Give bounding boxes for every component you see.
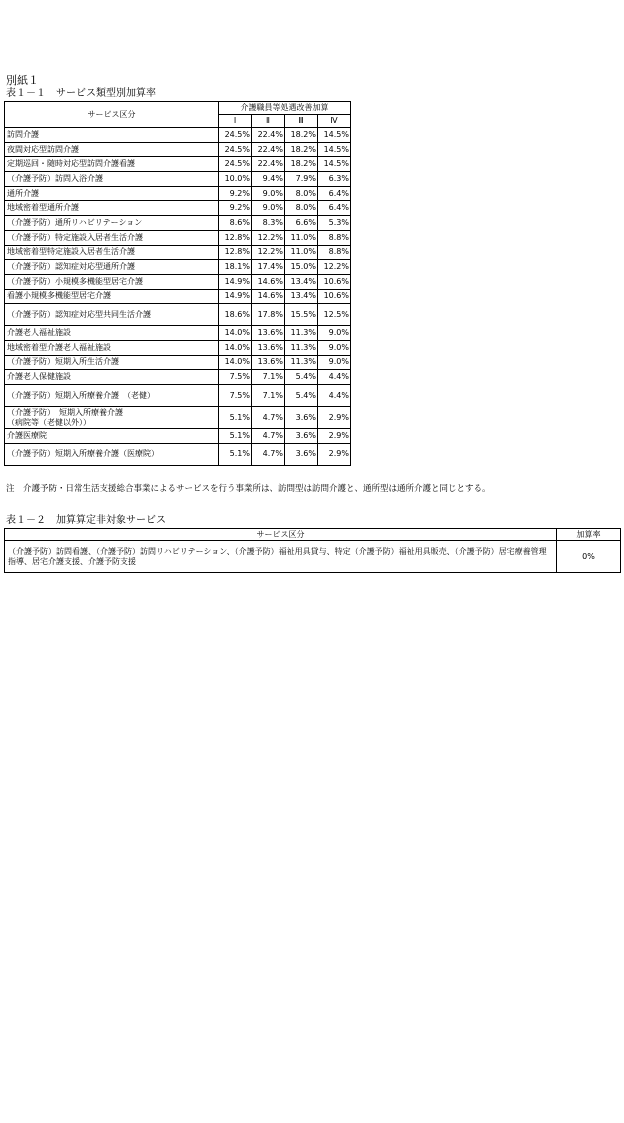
service-name: （介護予防）訪問入浴介護 — [5, 172, 219, 187]
rate-cell: 7.1% — [252, 385, 285, 407]
service-name: （介護予防）短期入所生活介護 — [5, 355, 219, 370]
table-row — [5, 443, 351, 465]
rate-cell: 13.4% — [285, 274, 318, 289]
table-row — [5, 289, 351, 304]
rate-cell: 18.6% — [219, 304, 252, 326]
service-name: 通所介護 — [5, 186, 219, 201]
level-header: Ⅲ — [285, 115, 318, 128]
rate-cell: 11.3% — [285, 355, 318, 370]
rate-cell: 12.2% — [252, 245, 285, 260]
table-row — [5, 216, 351, 231]
rate-cell: 14.9% — [219, 289, 252, 304]
table-row — [5, 304, 351, 326]
table-row — [5, 245, 351, 260]
table-row — [5, 230, 351, 245]
rate-cell: 13.4% — [285, 289, 318, 304]
rate-cell: 14.6% — [252, 289, 285, 304]
rate-cell: 10.6% — [318, 274, 351, 289]
rate-cell: 18.2% — [285, 128, 318, 143]
rate-cell: 14.9% — [219, 274, 252, 289]
rate-cell: 22.4% — [252, 128, 285, 143]
table-row — [5, 201, 351, 216]
table2-caption: 表１－２ 加算算定非対象サービス — [6, 515, 166, 526]
rate-cell: 4.4% — [318, 385, 351, 407]
rate-cell: 7.1% — [252, 370, 285, 385]
rate-cell: 3.6% — [285, 429, 318, 444]
rate-cell: 6.6% — [285, 216, 318, 231]
rate-cell: 9.0% — [318, 326, 351, 341]
table-row — [5, 274, 351, 289]
service-name: 介護老人保健施設 — [5, 370, 219, 385]
rate-cell: 14.5% — [318, 128, 351, 143]
table-row — [5, 370, 351, 385]
rate-cell: 13.6% — [252, 340, 285, 355]
rate-cell: 17.4% — [252, 260, 285, 275]
non-target-services: （介護予防）訪問看護、（介護予防）訪問リハビリテーション、（介護予防）福祉用具貸与、特定（介護予防）福祉用具販売、（介護予防）居宅療養管理指導、居宅介護支援、介護予防支援 — [5, 541, 557, 573]
rate-cell: 9.0% — [318, 340, 351, 355]
rate-cell: 13.6% — [252, 355, 285, 370]
rate-cell: 11.0% — [285, 245, 318, 260]
rate-cell: 15.0% — [285, 260, 318, 275]
rate-cell: 24.5% — [219, 128, 252, 143]
table1-caption: 表１－１ サービス類型別加算率 — [6, 88, 156, 99]
rates-table — [4, 101, 351, 466]
rate-cell: 9.0% — [252, 201, 285, 216]
service-name: （介護予防）短期入所療養介護 （老健） — [5, 385, 219, 407]
rate-cell: 6.3% — [318, 172, 351, 187]
rate-cell: 7.5% — [219, 370, 252, 385]
rate-cell: 8.3% — [252, 216, 285, 231]
rate-cell: 7.9% — [285, 172, 318, 187]
col-service-header: サービス区分 — [5, 102, 219, 128]
rate-cell: 5.1% — [219, 429, 252, 444]
service-name: （介護予防）小規模多機能型居宅介護 — [5, 274, 219, 289]
rate-cell: 9.0% — [318, 355, 351, 370]
rate-cell: 24.5% — [219, 142, 252, 157]
rate-cell: 8.6% — [219, 216, 252, 231]
rate-cell: 3.6% — [285, 407, 318, 429]
rate-cell: 4.7% — [252, 443, 285, 465]
rate-cell: 2.9% — [318, 407, 351, 429]
rate-cell: 8.0% — [285, 201, 318, 216]
rate-cell: 11.0% — [285, 230, 318, 245]
non-target-table — [4, 528, 621, 573]
level-header: Ⅱ — [252, 115, 285, 128]
rate-cell: 14.0% — [219, 355, 252, 370]
service-name: （介護予防）認知症対応型共同生活介護 — [5, 304, 219, 326]
rate-cell: 9.0% — [252, 186, 285, 201]
service-name: 定期巡回・随時対応型訪問介護看護 — [5, 157, 219, 172]
level-header: Ⅳ — [318, 115, 351, 128]
rate-cell: 11.3% — [285, 340, 318, 355]
service-name: 夜間対応型訪問介護 — [5, 142, 219, 157]
annex-label: 別紙１ — [6, 74, 39, 87]
table-row — [5, 326, 351, 341]
service-name: （介護予防） 短期入所療養介護 （病院等（老健以外）） — [5, 407, 219, 429]
rate-cell: 12.2% — [252, 230, 285, 245]
rate-cell: 7.5% — [219, 385, 252, 407]
rate-cell: 9.2% — [219, 186, 252, 201]
service-name: （介護予防）認知症対応型通所介護 — [5, 260, 219, 275]
rate-cell: 22.4% — [252, 157, 285, 172]
rate-cell: 18.1% — [219, 260, 252, 275]
rate-cell: 12.8% — [219, 230, 252, 245]
rate-cell: 12.8% — [219, 245, 252, 260]
service-name: 介護医療院 — [5, 429, 219, 444]
rate-cell: 11.3% — [285, 326, 318, 341]
rate-cell: 4.7% — [252, 407, 285, 429]
rate-cell: 5.3% — [318, 216, 351, 231]
rate-cell: 12.5% — [318, 304, 351, 326]
service-name: （介護予防）通所リハビリテーション — [5, 216, 219, 231]
rate-cell: 5.4% — [285, 370, 318, 385]
rate-cell: 6.4% — [318, 186, 351, 201]
rate-cell: 14.0% — [219, 340, 252, 355]
col-rate-header: 加算率 — [557, 529, 621, 541]
service-name: 看護小規模多機能型居宅介護 — [5, 289, 219, 304]
table-row — [5, 355, 351, 370]
table-row — [5, 186, 351, 201]
table-row — [5, 157, 351, 172]
rate-cell: 6.4% — [318, 201, 351, 216]
service-name: 地域密着型介護老人福祉施設 — [5, 340, 219, 355]
rate-cell: 22.4% — [252, 142, 285, 157]
rate-cell: 15.5% — [285, 304, 318, 326]
col-service-header: サービス区分 — [5, 529, 557, 541]
service-name: 地域密着型通所介護 — [5, 201, 219, 216]
rate-cell: 18.2% — [285, 142, 318, 157]
rate-cell: 10.0% — [219, 172, 252, 187]
service-name: 介護老人福祉施設 — [5, 326, 219, 341]
service-name: （介護予防）短期入所療養介護（医療院） — [5, 443, 219, 465]
col-group-header: 介護職員等処遇改善加算 — [219, 102, 351, 115]
rate-cell: 4.4% — [318, 370, 351, 385]
non-target-rate: 0% — [557, 541, 621, 573]
table-row — [5, 260, 351, 275]
rate-cell: 13.6% — [252, 326, 285, 341]
table-row — [5, 407, 351, 429]
rate-cell: 12.2% — [318, 260, 351, 275]
rate-cell: 8.8% — [318, 230, 351, 245]
rate-cell: 14.6% — [252, 274, 285, 289]
rate-cell: 17.8% — [252, 304, 285, 326]
level-header: Ⅰ — [219, 115, 252, 128]
service-name: 訪問介護 — [5, 128, 219, 143]
service-name: （介護予防）特定施設入居者生活介護 — [5, 230, 219, 245]
rate-cell: 18.2% — [285, 157, 318, 172]
rate-cell: 14.0% — [219, 326, 252, 341]
table-row — [5, 429, 351, 444]
rate-cell: 9.2% — [219, 201, 252, 216]
rate-cell: 2.9% — [318, 429, 351, 444]
table-row — [5, 385, 351, 407]
rate-cell: 14.5% — [318, 142, 351, 157]
table-row — [5, 340, 351, 355]
rate-cell: 14.5% — [318, 157, 351, 172]
rate-cell: 5.1% — [219, 407, 252, 429]
rate-cell: 3.6% — [285, 443, 318, 465]
rate-cell: 2.9% — [318, 443, 351, 465]
rate-cell: 9.4% — [252, 172, 285, 187]
table1-note: 注 介護予防・日常生活支援総合事業によるサービスを行う事業所は、訪問型は訪問介護と、通所型は通所介護と同じとする。 — [6, 484, 491, 494]
table-row — [5, 128, 351, 143]
rate-cell: 5.1% — [219, 443, 252, 465]
service-name: 地域密着型特定施設入居者生活介護 — [5, 245, 219, 260]
table-row — [5, 172, 351, 187]
table-row — [5, 142, 351, 157]
rate-cell: 8.8% — [318, 245, 351, 260]
rate-cell: 10.6% — [318, 289, 351, 304]
rate-cell: 5.4% — [285, 385, 318, 407]
rate-cell: 24.5% — [219, 157, 252, 172]
rate-cell: 8.0% — [285, 186, 318, 201]
rate-cell: 4.7% — [252, 429, 285, 444]
